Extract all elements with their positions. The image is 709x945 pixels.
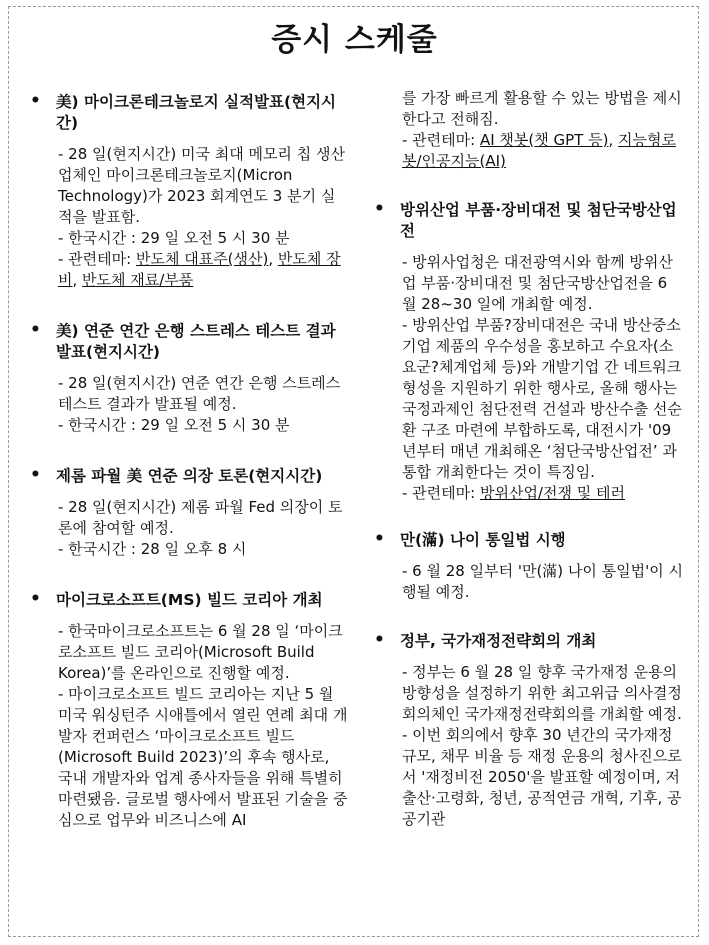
section-body [400, 662, 685, 830]
detail-line: - 정부는 6 월 28 일 향후 국가재정 운용의 방향성을 설정하기 위한 최고위급 의사결정 회의체인 국가재정전략회의를 개최할 예정. [402, 663, 682, 723]
schedule-ms-build-korea [26, 590, 348, 831]
detail-line: - 한국시간 : 29 일 오전 5 시 30 분 [58, 416, 290, 434]
theme-prefix: - 관련테마: [402, 131, 480, 149]
schedule-micron [26, 92, 348, 291]
detail-line: - 방위사업청은 대전광역시와 함께 방위산업 부품·장비대전 및 첨단국방산업전을 6 월 28~30 일에 개최할 예정. [402, 253, 673, 313]
section-body [56, 621, 348, 831]
detail-line: - 마이크로소프트 빌드 코리아는 지난 5 월 미국 워싱턴주 시애틀에서 열린 연례 최대 개발자 컨퍼런스 ‘마이크로소프트 빌드(Microsoft Build 2023)’의 후속 행사로, 국내 개발자와 업계 종사자들을 위해 특별히 마련됐음. 글로벌 행사에서 발표된 기술을 중심으로 업무와 비즈니스에 AI [58, 685, 348, 829]
section-title: • 美) 연준 연간 은행 스트레스 테스트 결과 발표(현지시간) [56, 322, 336, 361]
theme-link-semiconductor-equipment[interactable]: 반도체 장비 [58, 250, 341, 289]
detail-line: - 이번 회의에서 향후 30 년간의 국가재정 규모, 채무 비율 등 재정 운용의 청사진으로서 '재정비전 2050'을 발표할 예정이며, 저출산·고령화, 청년, 공적연금 개혁, 기후, 공공기관 [402, 726, 682, 828]
section-body [56, 144, 348, 291]
detail-line: - 한국마이크로소프트는 6 월 28 일 ‘마이크로소프트 빌드 코리아(Microsoft Build Korea)’를 온라인으로 진행할 예정. [58, 622, 343, 682]
section-title: • 마이크로소프트(MS) 빌드 코리아 개최 [56, 591, 323, 609]
detail-line: - 28 일(현지시간) 제롬 파월 Fed 의장이 토론에 참여할 예정. [58, 498, 343, 537]
section-body [400, 561, 685, 603]
section-title: • 정부, 국가재정전략회의 개최 [400, 632, 597, 650]
theme-link-defense[interactable]: 방위산업/전쟁 및 테러 [479, 484, 625, 502]
detail-line: - 한국시간 : 29 일 오전 5 시 30 분 [58, 229, 290, 247]
detail-line: 를 가장 빠르게 활용할 수 있는 방법을 제시한다고 전해짐. [402, 89, 682, 128]
section-title: • 방위산업 부품·장비대전 및 첨단국방산업전 [400, 201, 677, 240]
schedule-defense-expo [370, 200, 685, 504]
schedule-powell-debate [26, 466, 348, 560]
detail-line: - 28 일(현지시간) 연준 연간 은행 스트레스 테스트 결과가 발표될 예정. [58, 374, 341, 413]
theme-link-semiconductor-major[interactable]: 반도체 대표주(생산) [135, 250, 269, 268]
section-body [56, 497, 348, 560]
left-column [26, 88, 348, 831]
theme-link-semiconductor-materials[interactable]: 반도체 재료/부품 [82, 271, 194, 289]
right-column [370, 88, 685, 830]
section-body [400, 252, 685, 504]
related-theme: - 관련테마: 반도체 대표주(생산), 반도체 장비, 반도체 재료/부품 [58, 250, 341, 289]
theme-prefix: - 관련테마: [402, 484, 480, 502]
related-theme [402, 483, 685, 504]
theme-link-ai-chatbot[interactable]: AI 챗봇(챗 GPT 등) [479, 131, 609, 149]
theme-link-intelligent-robot[interactable]: 지능형로봇/인공지능(AI) [402, 131, 676, 170]
schedule-fed-stress-test [26, 321, 348, 436]
section-body [56, 373, 348, 436]
detail-line: - 28 일(현지시간) 미국 최대 메모리 칩 생산업체인 마이크론테크놀로지(Micron Technology)가 2023 회계연도 3 분기 실적을 발표함. [58, 145, 345, 226]
detail-line: - 방위산업 부품?장비대전은 국내 방산중소기업 제품의 우수성을 홍보하고 수요자(소요군?체계업체 등)와 개발기업 간 네트워크 형성을 지원하기 위한 행사로, 올해 행사는 국정과제인 첨단전력 건설과 방산수출 선순환 구조 마련에 부합하도록, 대전시가 '09 년부터 매년 개최해온 ‘첨단국방산업전’ 과 통합 개최한다는 것이 특징임. [402, 316, 682, 481]
section-title: • 제롬 파월 美 연준 의장 토론(현지시간) [56, 467, 323, 485]
detail-line: - 한국시간 : 28 일 오후 8 시 [58, 540, 247, 558]
theme-prefix: - 관련테마: [58, 250, 136, 268]
section-title: • 美) 마이크론테크놀로지 실적발표(현지시간) [56, 93, 337, 132]
schedule-age-law [370, 530, 685, 603]
continued-text [370, 88, 685, 172]
related-theme: - 관련테마: AI 챗봇(챗 GPT 등), 지능형로봇/인공지능(AI) [402, 131, 676, 170]
schedule-fiscal-strategy [370, 631, 685, 830]
detail-line: - 6 월 28 일부터 '만(滿) 나이 통일법'이 시행될 예정. [402, 562, 684, 601]
page-title: 증시 스케줄 [271, 22, 438, 58]
section-title: • 만(滿) 나이 통일법 시행 [400, 531, 566, 549]
